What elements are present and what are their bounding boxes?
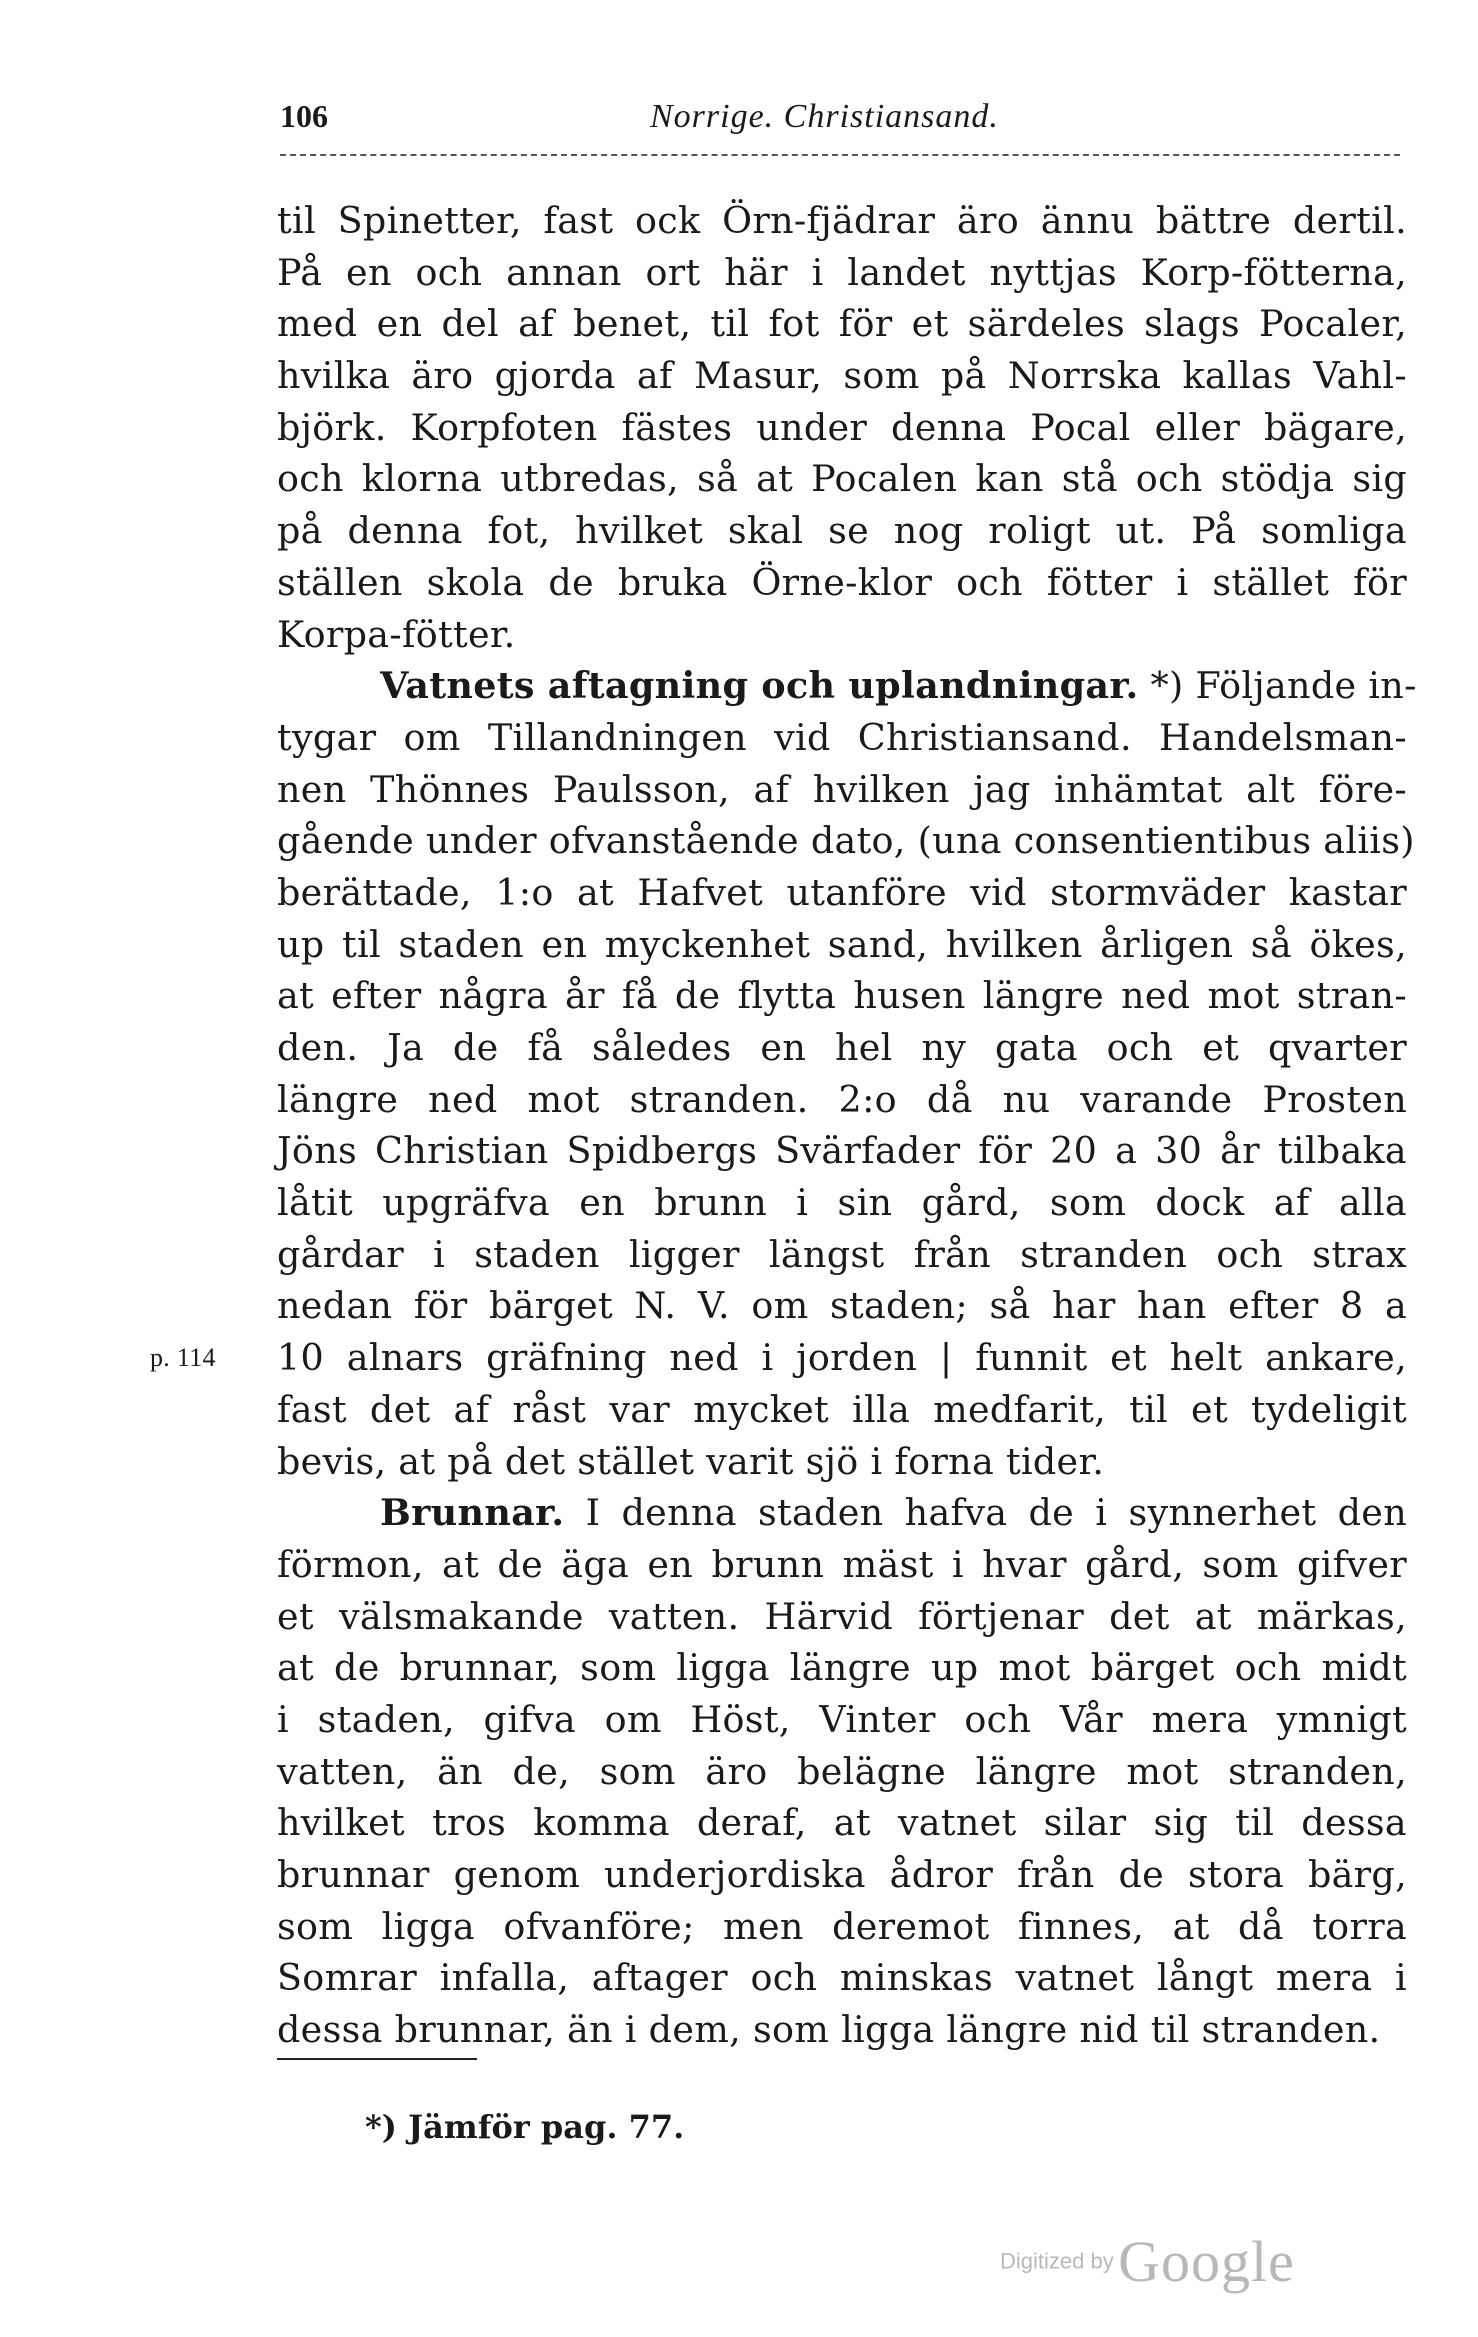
margin-page-reference: p. 114	[150, 1343, 216, 1373]
text-line	[277, 1642, 1407, 1694]
body-text	[150, 195, 1417, 2056]
text-line	[277, 1849, 1407, 1901]
text-line	[277, 2004, 1407, 2056]
section-heading: Vatnets aftagning och uplandningar.	[380, 664, 1139, 708]
page-number: 106	[280, 98, 328, 134]
text-line	[277, 815, 1415, 867]
text-line	[277, 970, 1407, 1022]
text-line	[277, 712, 1407, 764]
text-line	[277, 505, 1407, 557]
section-heading: Brunnar.	[380, 1491, 565, 1535]
digitized-by-label: Digitized by	[1000, 2248, 1114, 2274]
line-text: på denna fot, hvilket skal se nog roligt ut. På somliga	[277, 509, 1407, 553]
line-text: tygar om Tillandningen vid Christiansand. Handelsman-	[277, 715, 1407, 759]
footnote-rule	[277, 2058, 477, 2060]
text-line	[277, 1125, 1407, 1177]
text-line	[277, 1952, 1407, 2004]
line-text: et välsmakande vatten. Härvid förtjenar det at märkas,	[277, 1594, 1407, 1638]
text-line	[277, 1022, 1407, 1074]
line-text: brunnar genom underjordiska ådror från de stora bärg,	[277, 1853, 1407, 1896]
text-line	[277, 609, 1407, 661]
line-text: som ligga ofvanföre; men deremot finnes, at då torra	[277, 1904, 1407, 1948]
line-text: Korpa-fötter.	[277, 612, 516, 656]
line-text: låtit upgräfva en brunn i sin gård, som dock af alla	[277, 1181, 1407, 1225]
line-text: at efter några år få de flytta husen längre ned mot stran-	[277, 974, 1407, 1018]
text-line	[277, 1280, 1407, 1332]
line-text: fast det af råst var mycket illa medfarit, til et tydeligit	[277, 1387, 1407, 1431]
text-line	[277, 1746, 1407, 1798]
line-text: På en och annan ort här i landet nyttjas Korp-fötterna,	[277, 250, 1407, 294]
line-text: til Spinetter, fast ock Örn-fjädrar äro ännu bättre dertil.	[277, 199, 1407, 242]
header-rule	[280, 154, 1400, 156]
line-text: Somrar infalla, aftager och minskas vatnet långt mera i	[277, 1956, 1407, 2000]
line-text: at de brunnar, som ligga längre up mot bärget och midt	[277, 1646, 1407, 1690]
text-line	[277, 402, 1407, 454]
line-text: I denna staden hafva de i synnerhet den	[564, 1491, 1407, 1535]
text-line	[277, 1539, 1407, 1591]
text-line	[277, 1074, 1407, 1126]
line-text: nedan för bärget N. V. om staden; så har han efter 8 a	[277, 1284, 1407, 1328]
line-text: med en del af benet, til fot för et särdeles slags Pocaler,	[277, 302, 1407, 346]
footnote: *) Jämför pag. 77.	[365, 2108, 685, 2146]
line-text: gående under ofvanstående dato, (una consentientibus aliis)	[277, 819, 1415, 863]
line-text: längre ned mot stranden. 2:o då nu varande Prosten	[277, 1077, 1407, 1121]
text-line	[277, 195, 1407, 247]
line-text: i staden, gifva om Höst, Vinter och Vår mera ymnigt	[277, 1697, 1407, 1741]
google-logo: Google	[1118, 2229, 1295, 2294]
line-text: vatten, än de, som äro belägne längre mot stranden,	[277, 1749, 1407, 1793]
line-text: dessa brunnar, än i dem, som ligga längre nid til stranden.	[277, 2008, 1381, 2052]
text-line	[277, 1436, 1407, 1488]
line-text: björk. Korpfoten fästes under denna Pocal eller bägare,	[277, 405, 1407, 449]
page-header	[280, 98, 1400, 158]
line-text: nen Thönnes Paulsson, af hvilken jag inhämtat alt före-	[277, 767, 1407, 811]
line-text: berättade, 1:o at Hafvet utanföre vid stormväder kastar	[277, 870, 1407, 914]
text-line	[277, 867, 1407, 919]
text-line	[277, 764, 1407, 816]
line-text: hvilka äro gjorda af Masur, som på Norrska kallas Vahl-	[277, 354, 1407, 398]
text-line	[277, 1487, 1407, 1539]
line-text: ställen skola de bruka Örne-klor och fötter i stället för	[277, 560, 1407, 604]
text-line	[277, 1694, 1407, 1746]
text-line	[277, 1591, 1407, 1643]
line-text: Jöns Christian Spidbergs Svärfader för 20 a 30 år tilbaka	[277, 1129, 1407, 1173]
text-line	[277, 557, 1407, 609]
text-line	[277, 660, 1417, 712]
text-line	[277, 247, 1407, 299]
text-line	[277, 350, 1407, 402]
text-line	[277, 1797, 1407, 1849]
line-text: *) Följande in-	[1138, 664, 1417, 708]
text-line	[150, 1332, 1407, 1384]
line-text: bevis, at på det stället varit sjö i forna tider.	[277, 1439, 1105, 1483]
text-line	[277, 919, 1407, 971]
line-text: den. Ja de få således en hel ny gata och et qvarter	[277, 1026, 1407, 1069]
text-line	[277, 1229, 1407, 1281]
text-line	[277, 453, 1407, 505]
text-line	[277, 298, 1407, 350]
line-text: och klorna utbredas, så at Pocalen kan stå och stödja sig	[277, 457, 1407, 501]
line-text: up til staden en myckenhet sand, hvilken årligen så ökes,	[277, 922, 1407, 966]
line-text: förmon, at de äga en brunn mäst i hvar gård, som gifver	[277, 1542, 1407, 1586]
line-text: gårdar i staden ligger längst från stranden och strax	[277, 1232, 1407, 1276]
running-head: Norrige. Christiansand.	[650, 98, 999, 135]
line-text: 10 alnars gräfning ned i jorden | funnit et helt ankare,	[277, 1336, 1407, 1380]
text-line	[277, 1177, 1407, 1229]
text-line	[277, 1901, 1407, 1953]
text-line	[277, 1384, 1407, 1436]
line-text: hvilket tros komma deraf, at vatnet silar sig til dessa	[277, 1801, 1407, 1845]
digitized-by-watermark	[1000, 2228, 1295, 2295]
